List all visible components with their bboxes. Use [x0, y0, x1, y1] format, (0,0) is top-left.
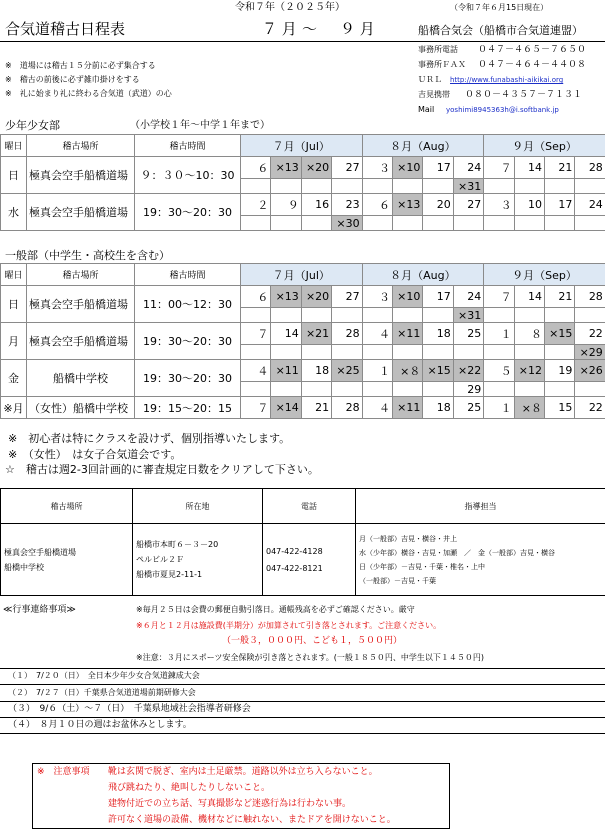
- date-cell: ４: [362, 323, 392, 345]
- date-cell: [362, 308, 392, 323]
- date-cell: 27: [453, 194, 483, 216]
- note-line: ☆ 稽古は週2-3回計画的に審査規定日数をクリアして下さい。: [5, 463, 319, 476]
- page-title: 合気道稽古日程表: [5, 20, 126, 38]
- date-cell: [392, 345, 422, 360]
- date-cell: ×26: [575, 360, 605, 382]
- date-cell: ×10: [392, 286, 422, 308]
- date-cell: ４: [241, 360, 271, 382]
- info-instructor: 水（少年部）横谷・吉見・加瀬 ／ 金（一般部）吉見・横谷: [359, 548, 555, 557]
- schedule-row: [1, 397, 605, 419]
- date-cell: 20: [423, 194, 453, 216]
- contact-label: Mail: [418, 105, 435, 114]
- date-cell: 16: [301, 194, 331, 216]
- date-cell: 15: [544, 397, 574, 419]
- header-time: 稽古時間: [135, 135, 241, 157]
- date-cell: [423, 345, 453, 360]
- date-cell: １: [362, 360, 392, 382]
- date-cell: [514, 179, 544, 194]
- date-cell: ６: [241, 157, 271, 179]
- date-cell: ×15: [544, 323, 574, 345]
- date-cell: [301, 179, 331, 194]
- date-cell: [514, 216, 544, 231]
- row-day: 金: [1, 360, 27, 397]
- date-cell: 18: [423, 397, 453, 419]
- caution-line: 靴は玄関で脱ぎ、室内は土足厳禁。道路以外は立ち入らないこと。: [108, 767, 378, 777]
- date-cell: [332, 345, 362, 360]
- date-cell: [484, 308, 514, 323]
- info-phone: 047-422-4128: [266, 546, 323, 556]
- website-link[interactable]: http://www.funabashi-aikikai.org: [450, 76, 564, 84]
- info-address: 船橋市夏見2-11-1: [136, 570, 203, 579]
- date-cell: ３: [484, 194, 514, 216]
- date-cell: [575, 179, 605, 194]
- date-cell: 24: [453, 286, 483, 308]
- date-cell: １: [484, 323, 514, 345]
- row-time: 19：30～20：30: [135, 323, 241, 360]
- header-month: ９月（Sep）: [484, 264, 605, 286]
- row-time: 19：30～20：30: [135, 194, 241, 231]
- date-cell: ×15: [423, 360, 453, 382]
- date-cell: [362, 179, 392, 194]
- date-cell: [241, 216, 271, 231]
- date-cell: 14: [514, 157, 544, 179]
- date-cell: 27: [332, 286, 362, 308]
- date-cell: [271, 179, 301, 194]
- era-year: 令和７年（２０２５年）: [235, 2, 345, 13]
- date-cell: ×13: [271, 157, 301, 179]
- date-cell: 21: [544, 286, 574, 308]
- info-instructor: （一般部）－吉見・千葉: [359, 576, 436, 585]
- row-time: 19：15～20：15: [135, 397, 241, 419]
- date-cell: ×11: [392, 323, 422, 345]
- date-cell: ×11: [392, 397, 422, 419]
- date-cell: [241, 179, 271, 194]
- dojo-info-table: [0, 488, 605, 596]
- contact-label: 事務所電話: [418, 45, 458, 54]
- row-day: 月: [1, 323, 27, 360]
- date-cell: [362, 216, 392, 231]
- row-place: 極真会空手船橋道場: [27, 323, 135, 360]
- date-cell: [332, 382, 362, 397]
- date-cell: ×30: [332, 216, 362, 231]
- date-cell: [423, 308, 453, 323]
- date-cell: [362, 382, 392, 397]
- date-cell: [392, 382, 422, 397]
- date-cell: 27: [332, 157, 362, 179]
- header-day: 曜日: [1, 264, 27, 286]
- youth-section-subtitle: （小学校１年～中学１年まで）: [130, 120, 270, 131]
- date-cell: ３: [362, 157, 392, 179]
- date-cell: [362, 345, 392, 360]
- date-cell: ×31: [453, 179, 483, 194]
- row-day: 日: [1, 157, 27, 194]
- date-cell: ×10: [392, 157, 422, 179]
- date-cell: ×25: [332, 360, 362, 382]
- date-cell: [453, 345, 483, 360]
- date-cell: ２: [241, 194, 271, 216]
- header-month: ９月（Sep）: [484, 135, 605, 157]
- info-address: 船橋市本町６－３－20: [136, 540, 219, 549]
- date-cell: 28: [575, 286, 605, 308]
- date-cell: [575, 308, 605, 323]
- date-cell: ×20: [301, 286, 331, 308]
- contact-fax: ０４７－４６４－４４０８: [478, 60, 587, 70]
- date-cell: [241, 345, 271, 360]
- date-cell: ×12: [514, 360, 544, 382]
- date-cell: 28: [332, 323, 362, 345]
- header-place: 稽古場所: [27, 135, 135, 157]
- date-cell: ６: [241, 286, 271, 308]
- date-cell: [301, 382, 331, 397]
- date-cell: 21: [544, 157, 574, 179]
- date-cell: ×29: [575, 345, 605, 360]
- date-cell: 28: [332, 397, 362, 419]
- info-header: 電話: [263, 489, 356, 524]
- fee-amount: （一般３，０００円、こども１，５００円）: [222, 636, 403, 646]
- date-cell: ４: [362, 397, 392, 419]
- date-cell: 25: [453, 397, 483, 419]
- contact-label: ＵＲＬ: [418, 75, 442, 84]
- date-cell: ８: [514, 323, 544, 345]
- date-cell: 18: [301, 360, 331, 382]
- header-place: 稽古場所: [27, 264, 135, 286]
- header-time: 稽古時間: [135, 264, 241, 286]
- date-cell: [301, 308, 331, 323]
- date-cell: [241, 308, 271, 323]
- date-cell: [241, 382, 271, 397]
- row-time: ９：３０～10：30: [135, 157, 241, 194]
- header-month: ７月（Jul）: [241, 135, 363, 157]
- date-cell: 25: [453, 323, 483, 345]
- caution-label: ※ 注意事項: [37, 767, 90, 777]
- header-day: 曜日: [1, 135, 27, 157]
- note-line: ※ （女性） は女子合気道会です。: [8, 448, 182, 461]
- date-cell: ７: [241, 397, 271, 419]
- contact-mobile: ０８０－４３５７－７１３１: [465, 90, 583, 100]
- date-cell: [271, 345, 301, 360]
- contact-phone: ０４７－４６５－７６５０: [478, 45, 587, 55]
- date-cell: [301, 345, 331, 360]
- info-instructor: 月（一般部）吉見・横谷・井上: [359, 534, 457, 543]
- date-cell: ７: [484, 286, 514, 308]
- event-item: （１） 7/２０（日） 全日本少年少女合気道錬成大会: [8, 671, 200, 680]
- date-cell: 19: [544, 360, 574, 382]
- caution-line: 許可なく道場の設備、機材などに触れない、またドアを開けないこと。: [108, 815, 396, 825]
- header-month: ８月（Aug）: [362, 264, 484, 286]
- rule-note: ※ 道場には稽古１５分前に必ず集合する: [5, 61, 156, 70]
- date-cell: [271, 216, 301, 231]
- date-cell: [484, 179, 514, 194]
- date-cell: [544, 216, 574, 231]
- info-place: 極真会空手船橋道場: [4, 547, 76, 557]
- date-cell: ５: [484, 360, 514, 382]
- fee-note-red: ※６月と１２月は施設費(半期分）が加算されて引き落とされます。ご注意ください。: [136, 621, 442, 630]
- date-cell: ９: [271, 194, 301, 216]
- date-cell: 17: [423, 157, 453, 179]
- event-item: （２） 7/２７（日）千葉県合気道道場前期研修大会: [8, 688, 196, 697]
- date-cell: [453, 216, 483, 231]
- date-cell: [423, 179, 453, 194]
- row-place: 極真会空手船橋道場: [27, 157, 135, 194]
- date-cell: ６: [362, 194, 392, 216]
- date-cell: 18: [423, 323, 453, 345]
- date-cell: [544, 382, 574, 397]
- date-cell: 29: [453, 382, 483, 397]
- contact-label: 吉見携帯: [418, 90, 450, 99]
- event-item: （３） 9/６（土）～７（日） 千葉県地域社会指導者研修会: [8, 704, 251, 714]
- row-day: ※月: [1, 397, 27, 419]
- email-link[interactable]: yoshimi8945363h@i.softbank.jp: [446, 106, 559, 114]
- fee-note: ※毎月２５日は会費の郵便自動引落日。通帳残高を必ずご確認ください。厳守: [136, 605, 415, 614]
- date-cell: 22: [575, 397, 605, 419]
- schedule-row: [1, 194, 605, 216]
- date-cell: [392, 308, 422, 323]
- row-day: 水: [1, 194, 27, 231]
- rule-note: ※ 礼に始まり礼に終わる合気道（武道）の心: [5, 89, 172, 98]
- header-month: ７月（Jul）: [241, 264, 363, 286]
- date-cell: ×８: [392, 360, 422, 382]
- date-cell: 22: [575, 323, 605, 345]
- date-cell: [301, 216, 331, 231]
- date-cell: [514, 308, 544, 323]
- row-place: 船橋中学校: [27, 360, 135, 397]
- info-header: 指導担当: [356, 489, 605, 524]
- schedule-row: [1, 286, 605, 308]
- date-cell: [575, 216, 605, 231]
- date-cell: [514, 345, 544, 360]
- date-cell: ×31: [453, 308, 483, 323]
- date-cell: [484, 216, 514, 231]
- info-instructor: 日（少年部）－吉見・千葉・椎名・上中: [359, 562, 485, 571]
- date-cell: ３: [362, 286, 392, 308]
- as-of-date: （令和７年６月15日現在）: [450, 3, 549, 12]
- date-cell: ７: [484, 157, 514, 179]
- date-cell: 24: [575, 194, 605, 216]
- date-cell: 14: [271, 323, 301, 345]
- date-cell: 17: [423, 286, 453, 308]
- info-address: ペルビル２Ｆ: [136, 555, 184, 564]
- date-cell: [484, 382, 514, 397]
- month-start: ７ 月: [262, 20, 297, 38]
- events-heading: ≪行事連絡事項≫: [3, 605, 76, 615]
- date-cell: [514, 382, 544, 397]
- date-cell: ７: [241, 323, 271, 345]
- date-cell: 10: [514, 194, 544, 216]
- caution-line: 飛び跳ねたり、絶叫したりしないこと。: [108, 783, 271, 793]
- header-month: ８月（Aug）: [362, 135, 484, 157]
- general-section-title: 一般部（中学生・高校生を含む）: [5, 249, 170, 262]
- date-cell: [484, 345, 514, 360]
- date-cell: 23: [332, 194, 362, 216]
- date-cell: [392, 216, 422, 231]
- schedule-row: [1, 360, 605, 382]
- month-sep: ～: [302, 20, 318, 38]
- youth-section-title: 少年少女部: [5, 119, 60, 132]
- rule-note: ※ 稽古の前後に必ず雑巾掛けをする: [5, 75, 140, 84]
- date-cell: 24: [453, 157, 483, 179]
- date-cell: [423, 216, 453, 231]
- date-cell: [575, 382, 605, 397]
- row-time: 19：30～20：30: [135, 360, 241, 397]
- row-place: 極真会空手船橋道場: [27, 194, 135, 231]
- date-cell: [271, 382, 301, 397]
- info-header: 所在地: [133, 489, 263, 524]
- date-cell: [423, 382, 453, 397]
- row-day: 日: [1, 286, 27, 323]
- row-place: 極真会空手船橋道場: [27, 286, 135, 323]
- info-place: 船橋中学校: [4, 562, 44, 572]
- date-cell: [544, 179, 574, 194]
- general-schedule-table: [0, 263, 605, 419]
- date-cell: ×22: [453, 360, 483, 382]
- schedule-row: [1, 157, 605, 179]
- date-cell: [332, 179, 362, 194]
- row-time: 11：00～12：30: [135, 286, 241, 323]
- note-line: ※ 初心者は特にクラスを設けず、個別指導いたします。: [8, 432, 291, 445]
- info-header: 稽古場所: [1, 489, 133, 524]
- date-cell: ×21: [301, 323, 331, 345]
- date-cell: ×20: [301, 157, 331, 179]
- insurance-note: ※注意：３月にスポーツ安全保険が引き落とされます。(一般１８５０円、中学生以下１４５０円): [136, 653, 484, 662]
- date-cell: ×14: [271, 397, 301, 419]
- date-cell: １: [484, 397, 514, 419]
- event-item: （４） ８月１０日の週はお盆休みとします。: [8, 720, 192, 730]
- date-cell: 14: [514, 286, 544, 308]
- date-cell: [392, 179, 422, 194]
- youth-schedule-table: [0, 134, 605, 231]
- contact-label: 事務所ＦＡＸ: [418, 60, 466, 69]
- date-cell: 21: [301, 397, 331, 419]
- row-place: （女性）船橋中学校: [27, 397, 135, 419]
- info-phone: 047-422-8121: [266, 563, 323, 573]
- date-cell: [544, 308, 574, 323]
- date-cell: 28: [575, 157, 605, 179]
- date-cell: ×13: [392, 194, 422, 216]
- schedule-row: [1, 323, 605, 345]
- date-cell: 17: [544, 194, 574, 216]
- caution-line: 建物付近での立ち話、写真撮影など迷惑行為は行わない事。: [108, 799, 352, 809]
- date-cell: ×11: [271, 360, 301, 382]
- date-cell: [544, 345, 574, 360]
- month-end: ９ 月: [340, 20, 375, 38]
- date-cell: ×８: [514, 397, 544, 419]
- org-name: 船橋合気会（船橋市合気道連盟）: [418, 24, 583, 37]
- date-cell: [332, 308, 362, 323]
- date-cell: ×13: [271, 286, 301, 308]
- date-cell: [271, 308, 301, 323]
